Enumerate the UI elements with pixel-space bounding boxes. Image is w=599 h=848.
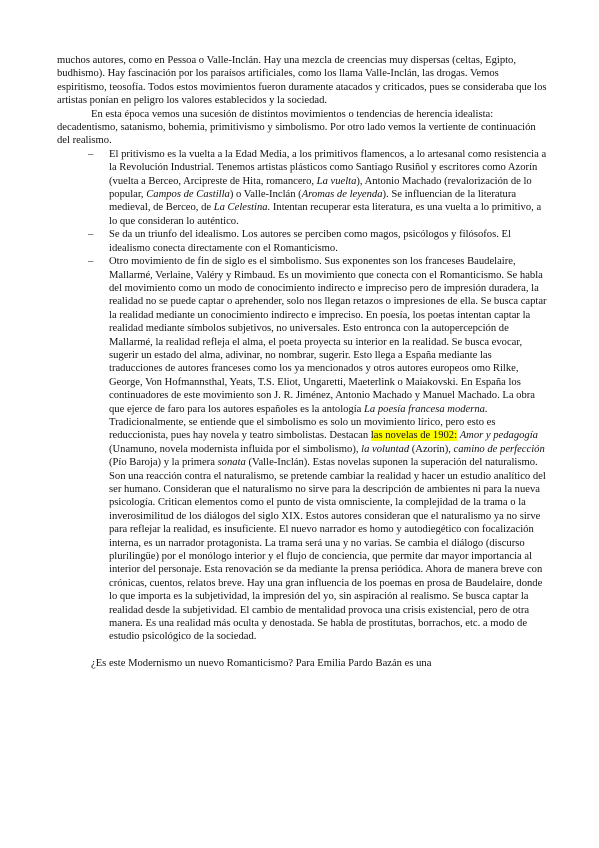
bullet-dash: – [88, 148, 94, 160]
bullet-item [57, 255, 547, 644]
highlighted-text: las novelas de 1902: [370, 430, 458, 442]
italic-title: Aromas de leyenda [301, 189, 383, 201]
paragraph-final: ¿Es este Modernismo un nuevo Romanticismo? Para Emilia Pardo Bazán es una [91, 657, 432, 669]
text-segment: (Azorín), [409, 443, 454, 455]
bullet-item [57, 228, 547, 255]
italic-title: sonata [217, 457, 246, 469]
text-segment: (Pío Baroja) y la primera [109, 457, 218, 469]
text-segment: ). Se influencian de la literatura medieval, de Berceo, de [109, 189, 517, 214]
italic-title: La vuelta [316, 175, 357, 187]
text-segment: ), Antonio Machado (revalorización de lo popular, [109, 175, 532, 201]
text-segment: El pritivismo es la vuelta a la Edad Media, a los primitivos flamencos, a lo artesanal como resistencia a la Revolución Industrial. Tenemos artistas plásticos como Santiago Rusiñol y escritores como Azorín (vuelta a Berceo, Arcipreste de Hita, romancero, [109, 148, 547, 187]
text-segment: (Unamuno, novela modernista influida por el simbolismo), [109, 443, 362, 455]
italic-title: camino de perfección [453, 443, 545, 455]
bullet-list [57, 148, 547, 644]
italic-title: La poesía francesa moderna. [364, 403, 488, 415]
text-segment: (Valle-Inclán). Estas novelas suponen la superación del naturalismo. Son una reacción contra el naturalismo, se pretende cambiar la realidad y hacer un estudio analítico del ser humano. Consideran que el naturalismo no sirve para la descripción de ambientes ni para la nueva psicología. Critican elementos como el punto de vista omnisciente, la complejidad de la trama o la inverosimilitud de los diálogos del siglo XIX. Estos autores consideran que el naturalismo ya no sirve para reflejar la realidad, es insuficiente. El nuevo narrador es homo y autodiegético con focalización interna, es un narrador protagonista. La trama será una y no varias. Se cambia el diálogo (discurso plurilingüe) por el monólogo interior y el flujo de conciencia, que permite dar mayor importancia al interior del personaje. Esta renovación se da mediante la prensa periódica. Ahora de manera breve con crónicas, cuentos, relatos breve. Hay una gran influencia de los poemas en prosa de Baudelaire, donde lo que importa es la subjetividad, la impresión del yo, sin aspiración al realismo. Se busca captar la realidad desde la subjetividad. El cambio de mentalidad provoca una crisis existencial, pero de otra manera. Es una realidad más oculta y denostada. Se habla de prostitutas, borrachos, etc. a modo de estudio psicológico de la sociedad. [109, 457, 546, 643]
paragraph-intro: En esta época vemos una sucesión de distintos movimientos o tendencias de herencia idealista: decadentismo, satanismo, bohemia, primitivismo y simbolismo. Por otro lado vemos la vertiente de continuación del realismo. [57, 108, 536, 147]
text-segment: Tradicionalmente, se entiende que el simbolismo es solo un movimiento lírico, pero esto es reduccionista, pues hay novela y teatro simbolistas. Destacan [109, 416, 496, 442]
italic-title: Campos de Castilla [146, 189, 230, 201]
italic-title: La Celestina. [213, 202, 271, 214]
paragraph-continuation: muchos autores, como en Pessoa o Valle-Inclán. Hay una mezcla de creencias muy dispersas (celtas, Egipto, budhismo). Hay fascinación por los paraísos artificiales, como los llama Valle-Inclán, las drogas. Vemos espiritismo, teosofía. Todos estos movimientos fueron duramente atacados y criticados, pues se consideraba que los artistas ponían en peligro los valores establecidos y la sociedad. [57, 55, 547, 107]
text-segment: Otro movimiento de fin de siglo es el simbolismo. Sus exponentes son los franceses Baudelaire, Mallarmé, Verlaine, Valéry y Rimbaud. Es un movimiento que conecta con el Romanticismo. Se habla del movimiento como un modo de conocimiento indirecto e impreciso pero de impresión duradera, la realidad no se puede captar o aprehender, solo nos llegan retazos o impresiones de ella. Se busca captar la realidad mediante un conocimiento indirecto e impreciso. En poesía, los poetas intentan captar la realidad mediante símbolos subjetivos, no universales. Esto entronca con la autopercepción de Mallarmé, la realidad refleja el alma, el poeta proyecta su interior en la realidad. Se busca evocar, sugerir un estado del alma, adivinar, no nombrar, sugerir. Esto llega a España mediante las traducciones de autores franceses como los ya mencionados y otros autores europeos omo Rilke, George, Von Hofmannsthal, Yeats, T.S. Eliot, Ungaretti, Maeterlink o Maiakovski. En España los continuadores de este movimiento son J. R. Jiménez, Antonio Machado y Manuel Machado. La obra que ejerce de faro para los autores españoles es la antología [109, 256, 547, 415]
italic-title: Amor y pedagogía [459, 430, 538, 442]
document-body [57, 54, 547, 670]
italic-title: la voluntad [361, 443, 410, 455]
bullet-item [57, 148, 547, 228]
bullet-dash: – [88, 229, 94, 241]
bullet-dash: – [88, 256, 94, 268]
text-segment: Se da un triunfo del idealismo. Los autores se perciben como magos, psicólogos y filósofos. El idealismo conecta directamente con el Romanticismo. [109, 229, 511, 254]
text-segment: ) o Valle-Inclán ( [229, 189, 302, 201]
text-segment: Intentan recuperar esta literatura, es una vuelta a lo primitivo, a lo que consideran lo auténtico. [109, 202, 542, 227]
